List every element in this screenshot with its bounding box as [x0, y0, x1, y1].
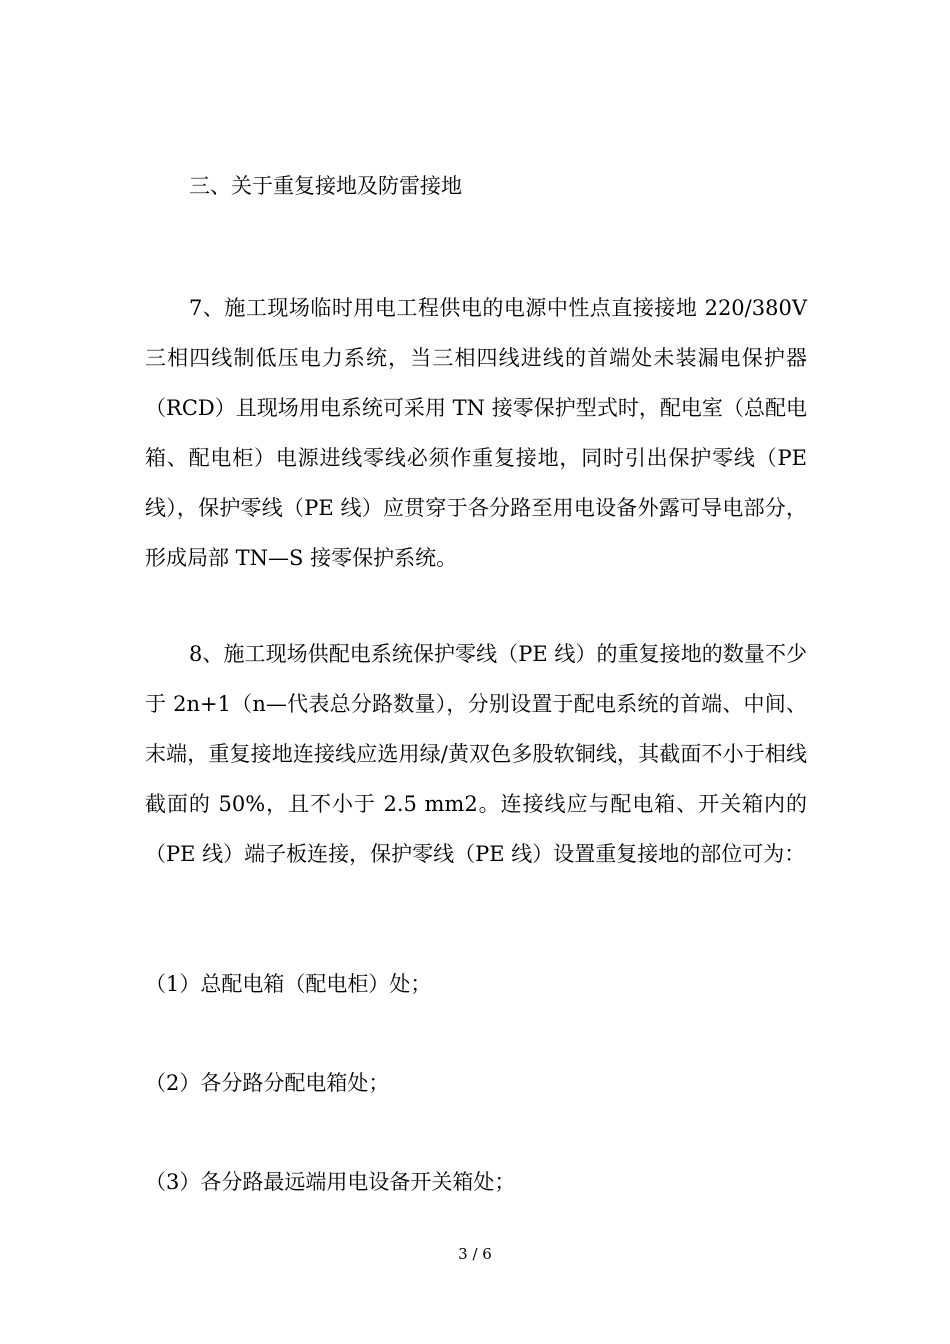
list-item: （3）各分路最远端用电设备开关箱处； [145, 1170, 516, 1194]
paragraph-item-7: 7、施工现场临时用电工程供电的电源中性点直接接地 220/380V 三相四线制低压电力系统，当三相四线进线的首端处未装漏电保护器（RCD）且现场用电系统可采用 TN 接零保护型式时，配电室（总配电箱、配电柜）电源进线零线必须作重复接地，同时引出保护零线（PE 线），保护零线（PE 线）应贯穿于各分路至用电设备外露可导电部分，形成局部 TN—S 接零保护系统。 [145, 296, 807, 570]
section-heading: 三、关于重复接地及防雷接地 [189, 174, 462, 198]
list-item: （1）总配电箱（配电柜）处； [145, 972, 432, 996]
paragraph-item-8: 8、施工现场供配电系统保护零线（PE 线）的重复接地的数量不少于 2n+1（n—代表总分路数量），分别设置于配电系统的首端、中间、末端，重复接地连接线应选用绿/黄双色多股软铜线，其截面不小于相线截面的 50%，且不小于 2.5 mm2。连接线应与配电箱、开关箱内的（PE 线）端子板连接，保护零线（PE 线）设置重复接地的部位可为： [145, 642, 807, 866]
page-number: 3 / 6 [458, 1245, 492, 1263]
list-item: （2）各分路分配电箱处； [145, 1071, 390, 1095]
